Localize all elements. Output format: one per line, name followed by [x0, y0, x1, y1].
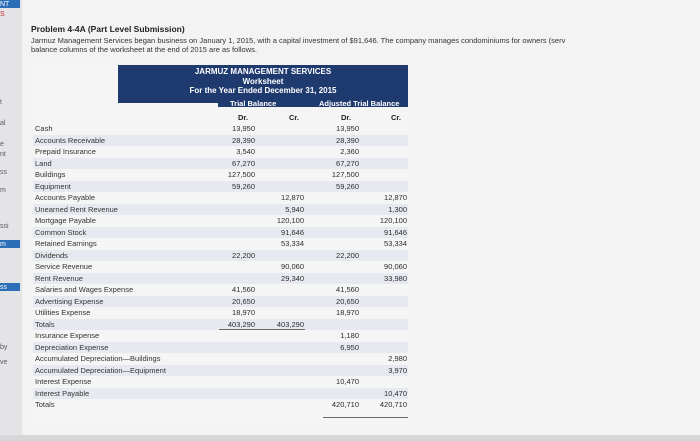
tb-cr-value: 29,340: [281, 273, 304, 283]
sidebar-tab-6[interactable]: ss: [0, 169, 7, 176]
atb-dr-value: 18,970: [336, 308, 359, 317]
atb-dr-header: Dr.: [341, 113, 352, 122]
atb-total-rule: [323, 417, 408, 418]
sidebar-tab-3[interactable]: al: [0, 120, 6, 127]
table-row: [33, 123, 408, 135]
description-line-2: balance columns of the worksheet at the end of 2015 are as follows.: [31, 45, 257, 54]
atb-cr-value: 91,646: [384, 227, 407, 237]
table-row: [33, 353, 408, 365]
account-name: Accounts Receivable: [35, 135, 106, 145]
account-name: Depreciation Expense: [35, 342, 109, 352]
tb-cr-value: 91,646: [281, 227, 304, 237]
tb-dr-value: 28,390: [232, 135, 255, 145]
tb-cr-value: 5,940: [285, 204, 304, 214]
atb-cr-value: 2,980: [388, 354, 407, 363]
problem-description: [31, 36, 700, 54]
tb-dr-value: 3,540: [236, 147, 255, 156]
account-name: Equipment: [35, 181, 71, 191]
table-row: [33, 399, 408, 411]
company-name: JARMUZ MANAGEMENT SERVICES: [194, 67, 332, 76]
tb-cr-header: Cr.: [289, 113, 300, 122]
tb-total-rule: [219, 329, 305, 330]
table-row: [33, 388, 408, 400]
account-name: Totals: [35, 319, 55, 329]
account-name: Utilities Expense: [35, 308, 91, 317]
atb-cr-value: 10,470: [384, 388, 407, 398]
account-name: Advertising Expense: [35, 296, 104, 306]
account-name: Accumulated Depreciation—Buildings: [35, 354, 161, 363]
account-name: Interest Payable: [35, 388, 90, 398]
atb-cr-value: 420,710: [379, 400, 407, 409]
sidebar-tab-1[interactable]: S: [0, 11, 5, 18]
atb-dr-value: 6,950: [340, 342, 359, 352]
account-name: Rent Revenue: [35, 273, 83, 283]
table-row: [33, 238, 408, 250]
worksheet-name: Worksheet: [242, 76, 284, 86]
sidebar-tab-9[interactable]: m: [0, 240, 20, 248]
table-row: [33, 296, 408, 308]
atb-cr-header: Cr.: [391, 113, 402, 122]
account-name: Insurance Expense: [35, 331, 100, 340]
worksheet: [33, 65, 408, 425]
table-row: [33, 204, 408, 216]
sidebar-tab-8[interactable]: ssi: [0, 223, 9, 230]
account-name: Accumulated Depreciation—Equipment: [35, 365, 166, 375]
tb-cr-value: 120,100: [276, 216, 304, 225]
table-row: [33, 227, 408, 239]
tb-dr-value: 20,650: [232, 296, 255, 306]
tb-dr-value: 18,970: [232, 308, 255, 317]
atb-dr-value: 420,710: [331, 400, 359, 409]
table-row: [33, 169, 408, 181]
account-name: Retained Earnings: [35, 239, 97, 248]
account-name: Interest Expense: [35, 377, 92, 386]
worksheet-period: For the Year Ended December 31, 2015: [189, 86, 337, 95]
main-content: [22, 0, 700, 441]
atb-cr-value: 3,970: [388, 365, 407, 375]
sidebar-tab-0[interactable]: NT: [0, 0, 20, 8]
sidebar-tab-10[interactable]: ss: [0, 283, 20, 291]
sidebar-tab-11[interactable]: by: [0, 344, 8, 351]
tb-dr-value: 22,200: [232, 250, 255, 260]
description-line-1: Jarmuz Management Services began business on January 1, 2015, with a capital investment of $91,646. The company manages condominiums for owners (serv: [31, 36, 566, 45]
atb-dr-value: 1,180: [340, 331, 359, 340]
table-row: [33, 146, 408, 158]
atb-dr-value: 67,270: [336, 158, 359, 168]
table-row: [33, 284, 408, 296]
tb-dr-header: Dr.: [238, 113, 249, 122]
atb-dr-value: 20,650: [336, 296, 359, 306]
atb-cr-value: 120,100: [379, 216, 407, 225]
account-name: Salaries and Wages Expense: [35, 285, 134, 294]
sidebar-tab-2[interactable]: t: [0, 99, 2, 106]
atb-dr-value: 13,950: [336, 124, 359, 133]
atb-dr-value: 10,470: [336, 377, 359, 386]
table-row: [33, 181, 408, 193]
sidebar-tab-5[interactable]: nt: [0, 151, 6, 158]
atb-dr-value: 59,260: [336, 181, 359, 191]
tb-dr-value: 13,950: [232, 124, 255, 133]
tb-cr-value: 403,290: [276, 319, 304, 329]
sidebar-tab-4[interactable]: e: [0, 141, 4, 148]
table-row: [33, 261, 408, 273]
sidebar-tab-12[interactable]: ve: [0, 359, 8, 366]
atb-cr-value: 90,060: [384, 262, 407, 271]
table-row: [33, 307, 408, 319]
tb-dr-value: 403,290: [227, 319, 255, 329]
trial-balance-header: Trial Balance: [230, 99, 277, 108]
bottom-bar: [0, 435, 700, 441]
adjusted-trial-balance-header: Adjusted Trial Balance: [319, 99, 400, 108]
atb-dr-value: 28,390: [336, 135, 359, 145]
account-name: Mortgage Payable: [35, 216, 96, 225]
table-row: [33, 135, 408, 147]
left-sidebar: [0, 0, 23, 441]
account-name: Totals: [35, 400, 55, 409]
table-row: [33, 342, 408, 354]
account-name: Land: [35, 158, 52, 168]
table-row: [33, 158, 408, 170]
atb-cr-value: 33,980: [384, 273, 407, 283]
account-name: Service Revenue: [35, 262, 93, 271]
table-row: [33, 250, 408, 262]
atb-cr-value: 1,300: [388, 204, 407, 214]
sidebar-tab-7[interactable]: m: [0, 187, 6, 194]
table-row: [33, 376, 408, 388]
tb-dr-value: 41,560: [232, 285, 255, 294]
account-name: Cash: [35, 124, 53, 133]
table-row: [33, 330, 408, 342]
tb-cr-value: 12,870: [281, 193, 304, 202]
atb-dr-value: 22,200: [336, 250, 359, 260]
table-row: [33, 365, 408, 377]
account-name: Common Stock: [35, 227, 87, 237]
table-row: [33, 273, 408, 285]
atb-dr-value: 127,500: [331, 170, 359, 179]
table-row: [33, 215, 408, 227]
atb-cr-value: 53,334: [384, 239, 407, 248]
atb-dr-value: 41,560: [336, 285, 359, 294]
tb-dr-value: 127,500: [227, 170, 255, 179]
tb-dr-value: 67,270: [232, 158, 255, 168]
account-name: Unearned Rent Revenue: [35, 204, 118, 214]
atb-cr-value: 12,870: [384, 193, 407, 202]
account-name: Dividends: [35, 250, 68, 260]
account-name: Accounts Payable: [35, 193, 96, 202]
problem-title: Problem 4-4A (Part Level Submission): [31, 24, 185, 34]
atb-dr-value: 2,360: [340, 147, 359, 156]
account-name: Buildings: [35, 170, 66, 179]
tb-dr-value: 59,260: [232, 181, 255, 191]
table-row: [33, 192, 408, 204]
tb-cr-value: 90,060: [281, 262, 304, 271]
tb-cr-value: 53,334: [281, 239, 304, 248]
account-name: Prepaid Insurance: [35, 147, 96, 156]
